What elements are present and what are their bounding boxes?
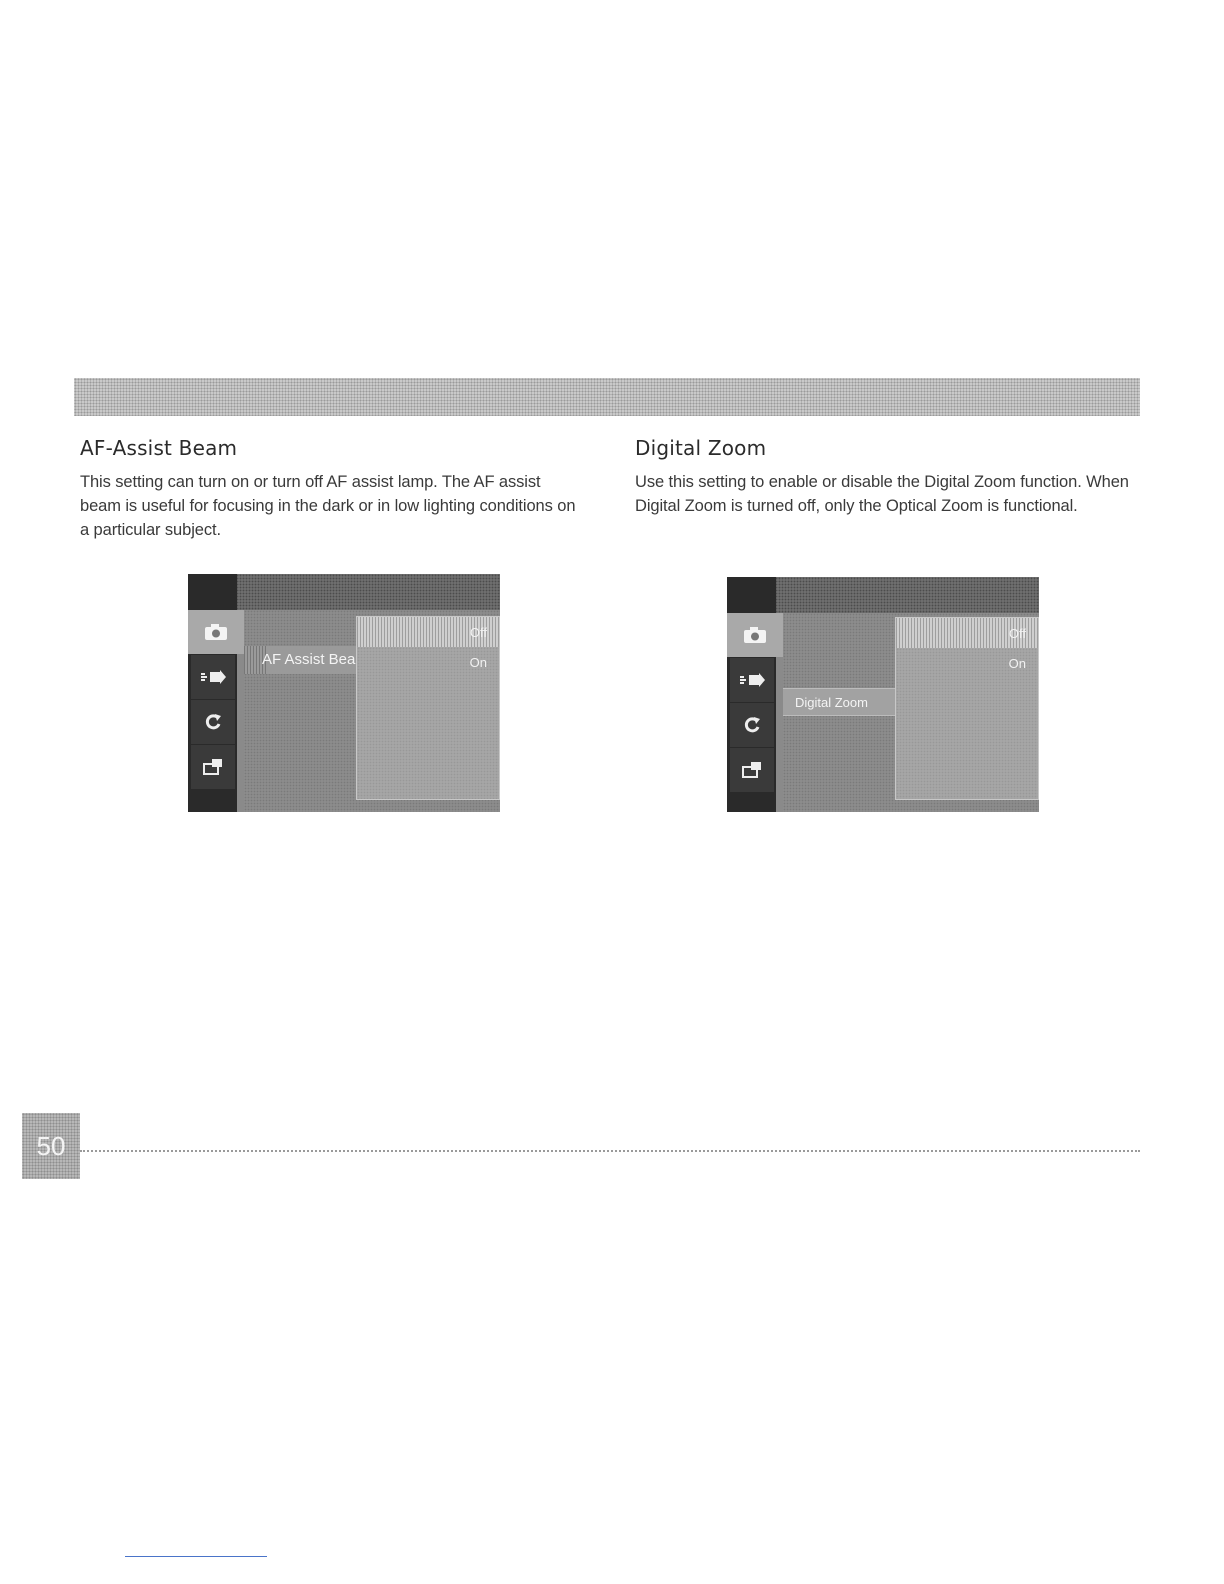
- option-off[interactable]: Off: [896, 618, 1038, 648]
- refresh-icon[interactable]: [191, 700, 235, 744]
- section-description: This setting can turn on or turn off AF assist lamp. The AF assist beam is useful for focusing in the dark or in low lighting conditions on a particular subject.: [80, 473, 576, 539]
- section-digital-zoom: [635, 436, 1135, 518]
- movie-icon[interactable]: [191, 655, 235, 699]
- section-af-assist-beam: [80, 436, 580, 542]
- option-off[interactable]: Off: [357, 617, 499, 647]
- bottom-link-rule: [125, 1556, 267, 1557]
- section-title: Digital Zoom: [635, 436, 767, 460]
- setting-digital-zoom[interactable]: Digital Zoom: [783, 688, 895, 716]
- setup-icon[interactable]: [730, 748, 774, 792]
- option-dropdown: [356, 616, 500, 800]
- camera-icon[interactable]: [188, 610, 244, 654]
- option-dropdown: [895, 617, 1039, 800]
- section-title: AF-Assist Beam: [80, 436, 238, 460]
- camera-menu-screenshot-af-assist: [188, 574, 500, 812]
- camera-icon[interactable]: [727, 613, 783, 657]
- page-number: 50: [22, 1113, 80, 1179]
- option-on[interactable]: On: [1008, 655, 1026, 671]
- section-header-band: [74, 378, 1140, 416]
- footer-rule: [80, 1150, 1140, 1152]
- movie-icon[interactable]: [730, 658, 774, 702]
- setting-af-assist-beam[interactable]: AF Assist Bea: [244, 646, 356, 674]
- refresh-icon[interactable]: [730, 703, 774, 747]
- option-on[interactable]: On: [469, 654, 487, 670]
- section-description: Use this setting to enable or disable the Digital Zoom function. When Digital Zoom is turned off, only the Optical Zoom is functional.: [635, 473, 1129, 515]
- camera-menu-screenshot-digital-zoom: [727, 577, 1039, 812]
- setup-icon[interactable]: [191, 745, 235, 789]
